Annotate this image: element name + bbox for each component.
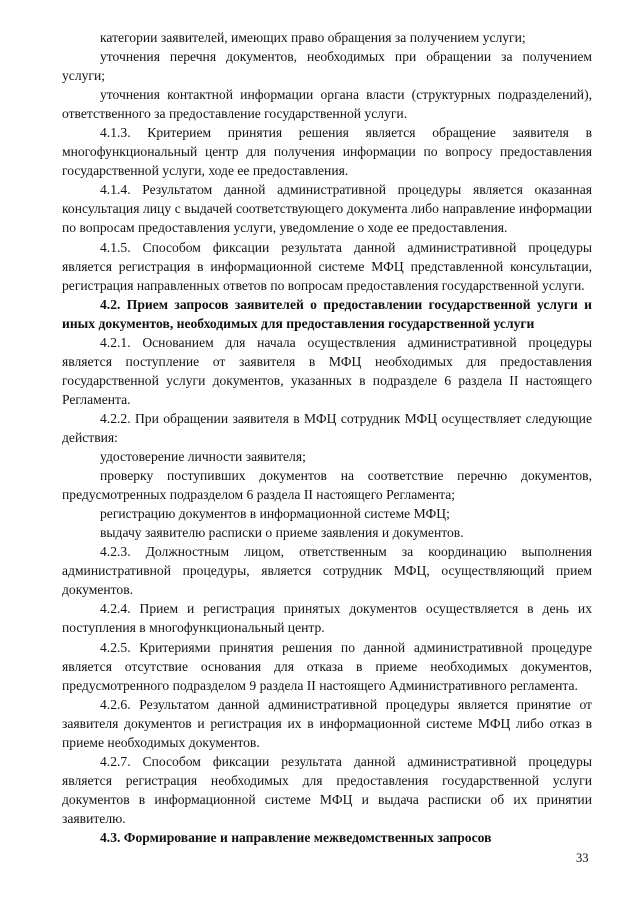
list-item: уточнения контактной информации органа власти (структурных подразделений), ответственного за предоставление государственной услуги. — [62, 87, 592, 122]
list-item: выдачу заявителю расписки о приеме заявления и документов. — [100, 525, 464, 541]
list-item: проверку поступивших документов на соответствие перечню документов, предусмотренных подразделом 6 раздела II настоящего Регламента; — [62, 468, 592, 503]
paragraph: 4.1.4. Результатом данной административной процедуры является оказанная консультация лицу с выдачей соответствующего документа либо направление информации по вопросам предоставления услуги, уведомление о ходе ее предоставления. — [62, 182, 592, 236]
paragraph: 4.2.1. Основанием для начала осуществления административной процедуры является поступление от заявителя в МФЦ необходимых для предоставления государственной услуги документов, указанных в подразделе 6 раздела II настоящего Регламента. — [62, 334, 592, 407]
list-item: уточнения перечня документов, необходимых при обращении за получением услуги; — [62, 49, 592, 84]
document-page — [62, 28, 592, 847]
paragraph: 4.1.3. Критерием принятия решения является обращение заявителя в многофункциональный центр для получения информации по вопросу предоставления государственной услуги, ходе ее предоставления. — [62, 125, 592, 179]
paragraph: 4.2.5. Критериями принятия решения по данной административной процедуре является отсутствие основания для отказа в приеме необходимых документов, предусмотренного подразделом 9 раздела II настоящего Административного регламента. — [62, 639, 592, 693]
paragraph: 4.1.5. Способом фиксации результата данной административной процедуры является регистрация в информационной системе МФЦ представленной консультации, регистрация направленных ответов по вопросам предоставления государственной услуги. — [62, 239, 592, 293]
paragraph: 4.2.4. Прием и регистрация принятых документов осуществляется в день их поступления в многофункциональный центр. — [62, 601, 592, 636]
section-heading: 4.3. Формирование и направление межведомственных запросов — [100, 829, 492, 845]
list-item: удостоверение личности заявителя; — [100, 449, 306, 465]
paragraph: 4.2.7. Способом фиксации результата данной административной процедуры является регистрация необходимых для предоставления государственной услуги документов в информационной системе МФЦ и выдача расписки об их принятии заявителю. — [62, 753, 592, 826]
paragraph: 4.2.3. Должностным лицом, ответственным за координацию выполнения административной процедуры, является сотрудник МФЦ, осуществляющий прием документов. — [62, 544, 592, 598]
list-item: регистрацию документов в информационной системе МФЦ; — [100, 506, 450, 522]
paragraph: 4.2.2. При обращении заявителя в МФЦ сотрудник МФЦ осуществляет следующие действия: — [62, 410, 592, 445]
section-heading: 4.2. Прием запросов заявителей о предоставлении государственной услуги и иных документов, необходимых для предоставления государственной услуги — [62, 296, 592, 331]
list-item: категории заявителей, имеющих право обращения за получением услуги; — [100, 30, 526, 45]
paragraph: 4.2.6. Результатом данной административной процедуры является принятие от заявителя документов и регистрация их в информационной системе МФЦ либо отказ в приеме необходимых документов. — [62, 696, 592, 750]
page-number: 33 — [576, 851, 589, 865]
